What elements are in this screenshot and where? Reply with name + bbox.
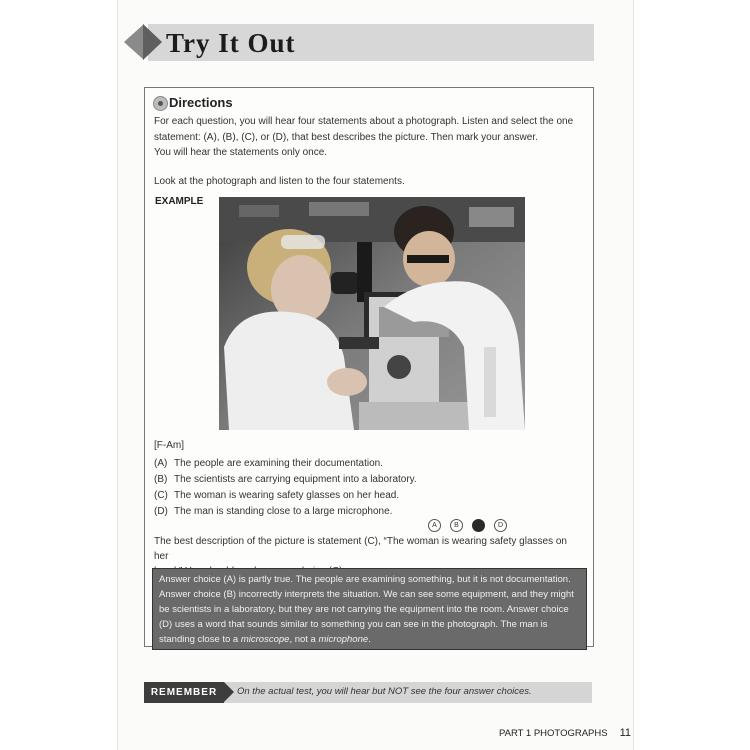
page-number: 11	[619, 727, 631, 739]
explanation-line	[159, 632, 580, 647]
option-letter: (C)	[154, 490, 168, 501]
answer-option-b	[154, 474, 417, 485]
option-text: The scientists are carrying equipment into a laboratory.	[174, 474, 417, 485]
directions-text	[154, 114, 584, 161]
example-label: EXAMPLE	[155, 196, 204, 207]
speaker-label: [F-Am]	[154, 440, 184, 451]
answer-option-c	[154, 490, 399, 501]
explanation-text: standing close to a	[159, 634, 241, 645]
explanation-line: be scientists in a laboratory, but they are not carrying the equipment into the room. Answer choice	[159, 604, 569, 615]
option-text: The man is standing close to a large microphone.	[174, 506, 393, 517]
explanation-line: (D) uses a word that sounds similar to something you can see in the photograph. The man is	[159, 619, 548, 630]
page-title: Try It Out	[166, 28, 296, 58]
bubble-b: B	[450, 519, 463, 532]
bubble-c-filled	[472, 519, 485, 532]
explanation-line: Answer choice (A) is partly true. The people are examining something, but it is not documentation.	[159, 574, 571, 585]
example-photograph	[219, 197, 525, 430]
answer-option-d	[154, 506, 392, 517]
explanation-line: Answer choice (B) incorrectly interprets the situation. We can see some equipment, and they might	[159, 589, 574, 600]
answer-line: The best description of the picture is statement (C), “The woman is wearing safety glasses on her	[154, 536, 567, 562]
explanation-italic: microphone	[318, 634, 369, 645]
option-letter: (A)	[154, 458, 168, 469]
instruction-text: Look at the photograph and listen to the four statements.	[154, 176, 405, 187]
explanation-italic: microscope	[240, 634, 290, 645]
page-footer	[499, 727, 631, 739]
directions-title: Directions	[169, 95, 233, 110]
remember-text: On the actual test, you will hear but NOT see the four answer choices.	[237, 686, 532, 697]
option-text: The woman is wearing safety glasses on her head.	[174, 490, 400, 501]
remember-label: REMEMBER	[144, 682, 224, 703]
photo-illustration	[219, 197, 525, 430]
option-letter: (B)	[154, 474, 168, 485]
explanation-box	[152, 568, 587, 650]
header-arrow-icon	[124, 24, 144, 60]
option-text: The people are examining their documentation.	[174, 458, 384, 469]
answer-option-a	[154, 458, 383, 469]
audio-disc-icon	[153, 96, 168, 111]
header-arrow-inner-icon	[143, 24, 162, 60]
bubble-a: A	[428, 519, 441, 532]
directions-line: For each question, you will hear four statements about a photograph. Listen and select the one	[154, 116, 574, 127]
explanation-text: .	[368, 634, 371, 645]
option-letter: (D)	[154, 506, 168, 517]
directions-line: statement: (A), (B), (C), or (D), that best describes the picture. Then mark your answer.	[154, 131, 538, 143]
explanation-text: , not a	[289, 634, 319, 645]
bubble-d: D	[494, 519, 507, 532]
section-name: PART 1 PHOTOGRAPHS	[499, 728, 608, 739]
directions-line: You will hear the statements only once.	[154, 147, 328, 158]
